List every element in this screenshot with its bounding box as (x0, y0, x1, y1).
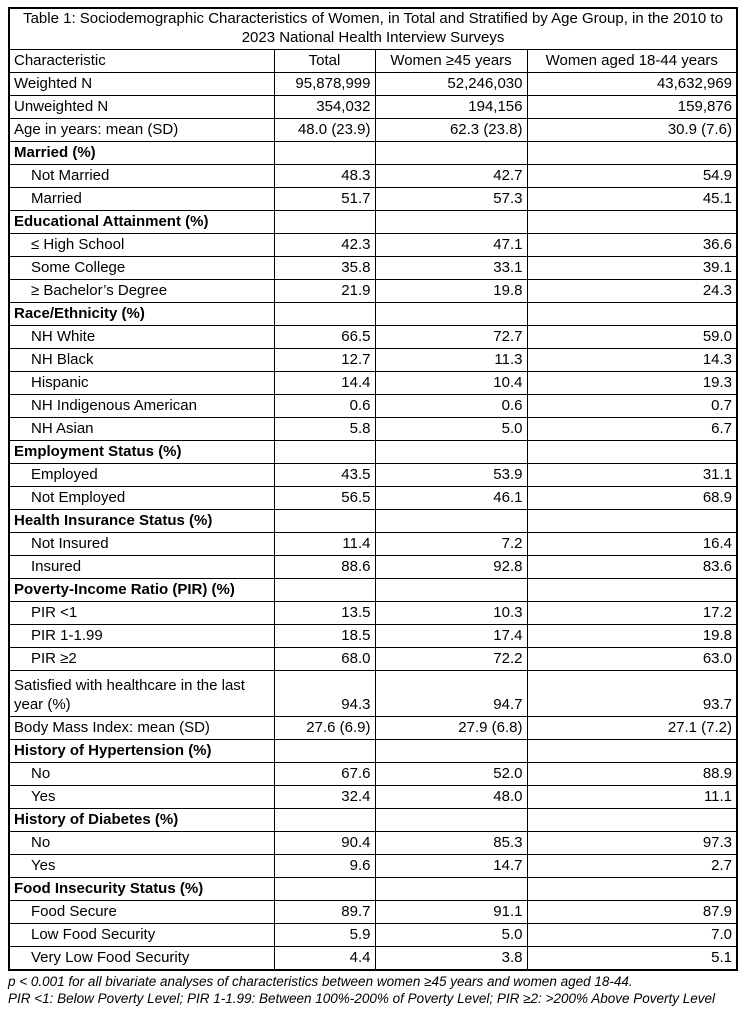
cell-women-ge45: 11.3 (375, 348, 527, 371)
cell-women-18-44: 11.1 (527, 785, 737, 808)
table-row (9, 647, 737, 670)
row-label: PIR 1-1.99 (9, 624, 274, 647)
section-row (9, 578, 737, 601)
cell-total: 32.4 (274, 785, 375, 808)
cell-women-18-44: 17.2 (527, 601, 737, 624)
row-label: NH White (9, 325, 274, 348)
cell-total: 354,032 (274, 95, 375, 118)
table-row (9, 233, 737, 256)
cell-total: 14.4 (274, 371, 375, 394)
cell-total: 18.5 (274, 624, 375, 647)
cell-women-18-44: 88.9 (527, 762, 737, 785)
cell-total (274, 440, 375, 463)
cell-women-18-44: 93.7 (527, 670, 737, 716)
row-label: NH Black (9, 348, 274, 371)
cell-women-ge45: 47.1 (375, 233, 527, 256)
cell-women-18-44: 24.3 (527, 279, 737, 302)
table-row (9, 118, 737, 141)
cell-women-ge45: 72.7 (375, 325, 527, 348)
cell-women-18-44: 14.3 (527, 348, 737, 371)
section-label: Educational Attainment (%) (9, 210, 274, 233)
cell-women-18-44: 63.0 (527, 647, 737, 670)
cell-women-18-44: 19.8 (527, 624, 737, 647)
section-label: Food Insecurity Status (%) (9, 877, 274, 900)
table-row (9, 946, 737, 970)
row-label: Weighted N (9, 72, 274, 95)
cell-women-18-44: 31.1 (527, 463, 737, 486)
table-row (9, 716, 737, 739)
row-label: Very Low Food Security (9, 946, 274, 970)
table-row (9, 72, 737, 95)
cell-women-18-44: 43,632,969 (527, 72, 737, 95)
table-row (9, 463, 737, 486)
cell-total: 66.5 (274, 325, 375, 348)
cell-women-ge45: 27.9 (6.8) (375, 716, 527, 739)
row-label: NH Indigenous American (9, 394, 274, 417)
row-label: Yes (9, 854, 274, 877)
table-row (9, 601, 737, 624)
cell-women-ge45: 5.0 (375, 923, 527, 946)
cell-women-18-44: 97.3 (527, 831, 737, 854)
table-row (9, 164, 737, 187)
cell-women-ge45: 3.8 (375, 946, 527, 970)
cell-women-ge45: 7.2 (375, 532, 527, 555)
row-label: Food Secure (9, 900, 274, 923)
row-label: Hispanic (9, 371, 274, 394)
cell-women-18-44: 159,876 (527, 95, 737, 118)
cell-women-ge45: 62.3 (23.8) (375, 118, 527, 141)
section-row (9, 877, 737, 900)
cell-women-ge45: 91.1 (375, 900, 527, 923)
cell-total: 13.5 (274, 601, 375, 624)
cell-total: 42.3 (274, 233, 375, 256)
cell-women-18-44: 45.1 (527, 187, 737, 210)
cell-women-ge45: 10.4 (375, 371, 527, 394)
table-row (9, 256, 737, 279)
cell-total: 68.0 (274, 647, 375, 670)
cell-women-18-44 (527, 440, 737, 463)
row-label: Not Employed (9, 486, 274, 509)
cell-total (274, 210, 375, 233)
table-row (9, 785, 737, 808)
cell-total (274, 302, 375, 325)
row-label: ≥ Bachelor’s Degree (9, 279, 274, 302)
row-label: Age in years: mean (SD) (9, 118, 274, 141)
section-label: Health Insurance Status (%) (9, 509, 274, 532)
table-row (9, 670, 737, 716)
cell-total: 35.8 (274, 256, 375, 279)
cell-women-ge45: 85.3 (375, 831, 527, 854)
row-label: ≤ High School (9, 233, 274, 256)
row-label: Married (9, 187, 274, 210)
table-row (9, 532, 737, 555)
section-row (9, 302, 737, 325)
row-label: Unweighted N (9, 95, 274, 118)
table-row (9, 325, 737, 348)
row-label: Satisfied with healthcare in the last year (%) (9, 670, 274, 716)
table-row (9, 854, 737, 877)
cell-women-ge45 (375, 440, 527, 463)
table-row (9, 394, 737, 417)
cell-women-18-44: 39.1 (527, 256, 737, 279)
cell-women-18-44 (527, 302, 737, 325)
cell-women-ge45: 57.3 (375, 187, 527, 210)
section-row (9, 440, 737, 463)
cell-women-ge45: 19.8 (375, 279, 527, 302)
cell-women-ge45: 52,246,030 (375, 72, 527, 95)
row-label: Not Insured (9, 532, 274, 555)
col-header-total: Total (274, 49, 375, 72)
section-row (9, 141, 737, 164)
row-label: No (9, 762, 274, 785)
footnote-pir-definitions: PIR <1: Below Poverty Level; PIR 1-1.99: Between 100%-200% of Poverty Level; PIR ≥2: >200% Above Poverty Level (8, 991, 716, 1007)
cell-women-ge45 (375, 877, 527, 900)
cell-women-18-44 (527, 578, 737, 601)
cell-women-ge45: 14.7 (375, 854, 527, 877)
row-label: Yes (9, 785, 274, 808)
cell-total: 11.4 (274, 532, 375, 555)
cell-total: 0.6 (274, 394, 375, 417)
row-label: No (9, 831, 274, 854)
cell-women-ge45: 5.0 (375, 417, 527, 440)
cell-total (274, 739, 375, 762)
cell-women-18-44 (527, 739, 737, 762)
section-label: Employment Status (%) (9, 440, 274, 463)
row-label: Body Mass Index: mean (SD) (9, 716, 274, 739)
section-row (9, 509, 737, 532)
row-label: PIR ≥2 (9, 647, 274, 670)
section-label: Race/Ethnicity (%) (9, 302, 274, 325)
cell-women-ge45: 46.1 (375, 486, 527, 509)
cell-total: 90.4 (274, 831, 375, 854)
cell-total: 51.7 (274, 187, 375, 210)
cell-women-ge45 (375, 578, 527, 601)
cell-women-ge45: 48.0 (375, 785, 527, 808)
cell-women-ge45 (375, 739, 527, 762)
section-label: Married (%) (9, 141, 274, 164)
row-label: Low Food Security (9, 923, 274, 946)
table-row (9, 279, 737, 302)
row-label: Employed (9, 463, 274, 486)
cell-women-18-44: 87.9 (527, 900, 737, 923)
section-label: History of Diabetes (%) (9, 808, 274, 831)
cell-women-ge45: 52.0 (375, 762, 527, 785)
cell-total (274, 877, 375, 900)
cell-women-18-44 (527, 808, 737, 831)
cell-women-18-44: 7.0 (527, 923, 737, 946)
cell-women-18-44: 83.6 (527, 555, 737, 578)
cell-women-18-44: 30.9 (7.6) (527, 118, 737, 141)
cell-women-ge45: 0.6 (375, 394, 527, 417)
cell-women-ge45: 194,156 (375, 95, 527, 118)
row-label: Some College (9, 256, 274, 279)
cell-women-ge45: 72.2 (375, 647, 527, 670)
cell-total: 95,878,999 (274, 72, 375, 95)
footnote-significance: p < 0.001 for all bivariate analyses of characteristics between women ≥45 years and women aged 18-44. (8, 973, 633, 989)
cell-women-ge45 (375, 210, 527, 233)
col-header-characteristic: Characteristic (9, 49, 274, 72)
table-row (9, 923, 737, 946)
table-row (9, 371, 737, 394)
cell-total: 56.5 (274, 486, 375, 509)
table-title: Table 1: Sociodemographic Characteristics of Women, in Total and Stratified by Age Group, in the 2010 to 2023 National Health Interview Surveys (9, 8, 737, 49)
cell-total (274, 578, 375, 601)
cell-total: 89.7 (274, 900, 375, 923)
cell-women-18-44 (527, 210, 737, 233)
cell-women-ge45 (375, 808, 527, 831)
section-label: History of Hypertension (%) (9, 739, 274, 762)
table-title-row (9, 8, 737, 49)
table-row (9, 348, 737, 371)
cell-women-ge45: 92.8 (375, 555, 527, 578)
cell-total: 43.5 (274, 463, 375, 486)
cell-women-18-44: 36.6 (527, 233, 737, 256)
table-row (9, 831, 737, 854)
cell-women-18-44: 27.1 (7.2) (527, 716, 737, 739)
table-row (9, 624, 737, 647)
cell-women-ge45: 33.1 (375, 256, 527, 279)
col-header-women-ge45: Women ≥45 years (375, 49, 527, 72)
section-label: Poverty-Income Ratio (PIR) (%) (9, 578, 274, 601)
section-row (9, 808, 737, 831)
cell-women-18-44: 68.9 (527, 486, 737, 509)
cell-women-18-44: 16.4 (527, 532, 737, 555)
cell-women-ge45: 42.7 (375, 164, 527, 187)
cell-women-18-44 (527, 141, 737, 164)
cell-total (274, 808, 375, 831)
cell-total: 4.4 (274, 946, 375, 970)
table-header-row (9, 49, 737, 72)
cell-women-ge45 (375, 141, 527, 164)
cell-women-18-44: 19.3 (527, 371, 737, 394)
table-row (9, 187, 737, 210)
cell-women-18-44 (527, 509, 737, 532)
cell-total: 12.7 (274, 348, 375, 371)
row-label: Not Married (9, 164, 274, 187)
table-row (9, 555, 737, 578)
row-label: NH Asian (9, 417, 274, 440)
cell-women-18-44: 0.7 (527, 394, 737, 417)
table-row (9, 95, 737, 118)
table-body (9, 72, 737, 970)
col-header-women-18-44: Women aged 18-44 years (527, 49, 737, 72)
section-row (9, 739, 737, 762)
cell-total: 88.6 (274, 555, 375, 578)
cell-total: 27.6 (6.9) (274, 716, 375, 739)
footnote (8, 971, 744, 1014)
cell-women-18-44: 5.1 (527, 946, 737, 970)
cell-women-ge45: 94.7 (375, 670, 527, 716)
cell-women-ge45 (375, 509, 527, 532)
cell-total (274, 509, 375, 532)
cell-women-ge45 (375, 302, 527, 325)
cell-women-18-44 (527, 877, 737, 900)
table-row (9, 900, 737, 923)
row-label: PIR <1 (9, 601, 274, 624)
cell-women-18-44: 54.9 (527, 164, 737, 187)
cell-total (274, 141, 375, 164)
row-label: Insured (9, 555, 274, 578)
section-row (9, 210, 737, 233)
cell-total: 67.6 (274, 762, 375, 785)
table-row (9, 417, 737, 440)
cell-women-ge45: 53.9 (375, 463, 527, 486)
cell-total: 94.3 (274, 670, 375, 716)
cell-total: 21.9 (274, 279, 375, 302)
table-row (9, 762, 737, 785)
cell-women-ge45: 17.4 (375, 624, 527, 647)
cell-total: 5.8 (274, 417, 375, 440)
cell-total: 48.3 (274, 164, 375, 187)
cell-women-ge45: 10.3 (375, 601, 527, 624)
cell-women-18-44: 59.0 (527, 325, 737, 348)
cell-women-18-44: 6.7 (527, 417, 737, 440)
cell-total: 9.6 (274, 854, 375, 877)
sociodemographic-table (8, 7, 738, 971)
cell-total: 5.9 (274, 923, 375, 946)
table-row (9, 486, 737, 509)
cell-women-18-44: 2.7 (527, 854, 737, 877)
cell-total: 48.0 (23.9) (274, 118, 375, 141)
